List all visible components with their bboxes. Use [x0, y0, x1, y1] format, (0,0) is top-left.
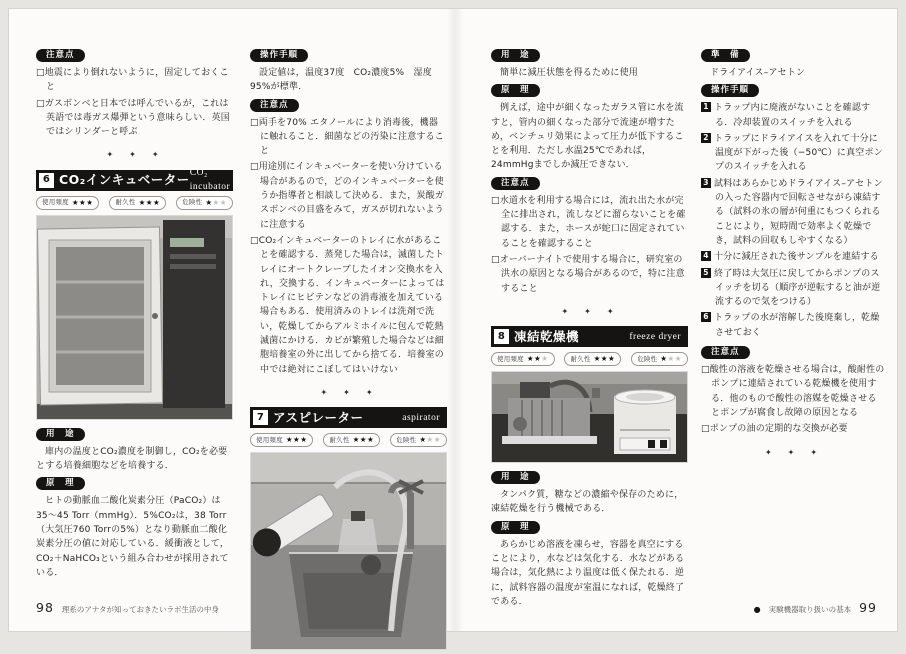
step-number: 1	[701, 102, 711, 112]
rating-danger: 危険性 ★★★	[390, 433, 447, 447]
section-separator: ✦ ✦ ✦	[561, 306, 618, 316]
running-title: 実験機器取り扱いの基本	[768, 605, 852, 614]
section-number: 8	[494, 329, 509, 344]
rating-danger: 危険性 ★★★	[631, 352, 688, 366]
section-number: 6	[39, 173, 54, 188]
right-page-footer	[754, 600, 877, 615]
rating-row	[250, 433, 447, 447]
step-number: 3	[701, 178, 711, 188]
section-title: 凍結乾燥機	[514, 328, 580, 344]
principle-text: あらかじめ溶液を凍らせ，容器を真空にすることにより，水などは気化する．水などがある場合は，気化熱により温度は低く保たれる．逆に，試料容器の温度が室温になれば，乾燥終了である．	[491, 539, 685, 607]
caution-badge: 注意点	[36, 49, 85, 62]
chapter-marker-icon: ●	[753, 605, 761, 614]
caution-badge: 注意点	[491, 177, 540, 190]
step-number: 4	[701, 251, 711, 261]
principle-text: ヒトの動脈血二酸化炭素分圧（PaCO₂）は35〜45 Torr（mmHg）．5%CO₂は，38 Torr（大気圧760 Torrの5%）となり動脈血二酸化炭素分圧の値に対応している．緩衝液として，CO₂＋NaHCO₃という組み合わせが採用されている．	[36, 496, 230, 578]
section-header-freeze-dryer	[491, 326, 688, 347]
step-number: 2	[701, 133, 711, 143]
running-title: 理系のアナタが知っておきたいラボ生活の中身	[61, 605, 220, 614]
caution-item: □酸性の溶液を乾燥させる場合は，酸耐性のポンプに連結されている乾燥機を使用する．他のもので酸性の溶媒を乾燥させるとポンプが腐食し故障の原因となる	[701, 365, 885, 418]
aspirator-photo	[250, 452, 447, 650]
caution-item: □ガスボンベと日本では呼んでいるが，これは英語では毒ガス爆弾という意味らしい．英国ではシリンダーと呼ぶ	[36, 98, 231, 138]
caution-item: □オーバーナイトで使用する場合に，研究室の洪水の原因となる場合があるので，特に注意すること	[491, 254, 685, 294]
procedure-step: 6 トラップの水が溶解した後廃棄し，乾燥させておく	[701, 311, 885, 340]
use-badge: 用 途	[491, 471, 540, 484]
caution-item: □両手を70% エタノールにより消毒後，機器に触れること．細菌などの汚染に注意すること	[250, 117, 445, 157]
preparation-text: ドライアイス–アセトン	[710, 68, 806, 78]
procedure-text: 設定値は，温度37度 CO₂濃度5% 湿度95%が標準．	[250, 68, 432, 93]
section-separator: ✦ ✦ ✦	[320, 387, 377, 397]
principle-badge: 原 理	[491, 521, 540, 534]
use-text: タンパク質，糖などの濃縮や保存のために，凍結乾燥を行う機械である．	[491, 490, 684, 515]
co2-incubator-photo	[36, 215, 233, 420]
rating-frequency: 使用頻度 ★★★	[250, 433, 313, 447]
use-badge: 用 途	[36, 428, 85, 441]
procedure-badge: 操作手順	[250, 49, 308, 62]
step-number: 6	[701, 312, 711, 322]
section-separator: ✦ ✦ ✦	[764, 447, 822, 457]
rating-durability: 耐久性 ★★★	[109, 196, 166, 210]
preparation-badge: 準 備	[701, 49, 750, 62]
procedure-badge: 操作手順	[701, 84, 759, 97]
page-number: 99	[859, 600, 877, 615]
caution-item: □CO₂インキュベーターのトレイに水があることを確認する．蒸発した場合は，滅菌したトレイにオートクレーブしたイオン交換水を入れ，交換する．インキュベーターによってはトレイにヒビテンなどの消毒液を加えている場合もある．使用済みのトレイは洗剤で洗い，乾燥してからアルミホイルに包んで乾熱滅菌にかける．カビが繁殖した場合などは細胞培養室の外に出してから捨てる．培養室の中では絶対にこぼしてはいけない	[250, 235, 445, 375]
section-number: 7	[253, 410, 268, 425]
page-gutter	[447, 9, 463, 631]
caution-item: □用途別にインキュベーターを使い分けている場合があるので，どのインキュベーターを使うか指導者と相談して決める．また，炭酸ガスボンベの目盛をみて，ガスが切れないように注意する	[250, 162, 445, 230]
caution-item: □ポンプの油の定期的な交換が必要	[701, 424, 848, 435]
left-page-footer	[36, 600, 219, 615]
section-title: アスピレーター	[273, 409, 364, 425]
rating-row	[36, 196, 233, 210]
left-page-column-1	[36, 45, 233, 580]
procedure-step: 4 十分に減圧された後サンプルを連結する	[701, 250, 885, 264]
section-title-english: freeze dryer	[629, 331, 681, 342]
rating-frequency: 使用頻度 ★★★	[36, 196, 99, 210]
freeze-dryer-photo	[491, 371, 688, 463]
page-number: 98	[36, 600, 54, 615]
section-title-english: aspirator	[402, 412, 440, 423]
right-page-column-1	[491, 45, 688, 609]
principle-badge: 原 理	[36, 477, 85, 490]
rating-frequency: 使用頻度 ★★★	[491, 352, 555, 366]
rating-durability: 耐久性 ★★★	[323, 433, 380, 447]
procedure-step: 2 トラップにドライアイスを入れて十分に温度が下がった後（−50℃）に真空ポンプのスイッチを入れる	[701, 132, 885, 175]
principle-text: 例えば，途中が細くなったガラス管に水を流すと，管内の細くなった部分で流速が増すため，ベンチュリ効果によって圧力が低下することを利用．ただし水温25℃であれば，24mmHgまでしか減圧できない．	[491, 103, 684, 171]
rating-danger: 危険性 ★★★	[176, 196, 233, 210]
principle-badge: 原 理	[491, 84, 540, 97]
book-spread	[8, 8, 898, 632]
section-header-aspirator	[250, 407, 447, 428]
use-text: 簡単に減圧状態を得るために使用	[500, 68, 639, 78]
caution-item: □地震により倒れないように，固定しておくこと	[36, 68, 229, 93]
caution-badge: 注意点	[250, 99, 299, 112]
procedure-step: 1 トラップ内に廃液がないことを確認する．冷却装置のスイッチを入れる	[701, 101, 885, 130]
procedure-step: 5 終了時は大気圧に戻してからポンプのスイッチを切る（順序が逆転すると油が逆流するので気をつける）	[701, 267, 885, 310]
use-badge: 用 途	[491, 49, 540, 62]
caution-badge: 注意点	[701, 346, 750, 359]
section-separator: ✦ ✦ ✦	[106, 150, 163, 160]
caution-item: □水道水を利用する場合には，流れ出た水が完全に排出され，流しなどに溜らないことを確認する．また，ホースが蛇口に固定されていることを確認すること	[491, 195, 686, 249]
left-page-column-2	[250, 45, 447, 654]
use-text: 庫内の温度とCO₂濃度を制御し，CO₂を必要とする培養細胞などを培養する．	[36, 446, 228, 472]
section-header-co2-incubator	[36, 167, 233, 193]
step-number: 5	[701, 268, 711, 278]
section-title: CO₂インキュベーター	[59, 172, 190, 188]
rating-row	[491, 352, 688, 366]
procedure-step: 3 試料はあらかじめドライアイス–アセトンの入った容器内で回転させながら凍結する（試料の氷の層が何重にもつくられることにより，短時間で効率よく乾燥でき，試料の回収もしやすくなる）	[701, 177, 885, 248]
right-page-column-2	[701, 45, 885, 467]
section-title-english: CO₂ incubator	[189, 167, 231, 193]
rating-durability: 耐久性 ★★★	[564, 352, 621, 366]
